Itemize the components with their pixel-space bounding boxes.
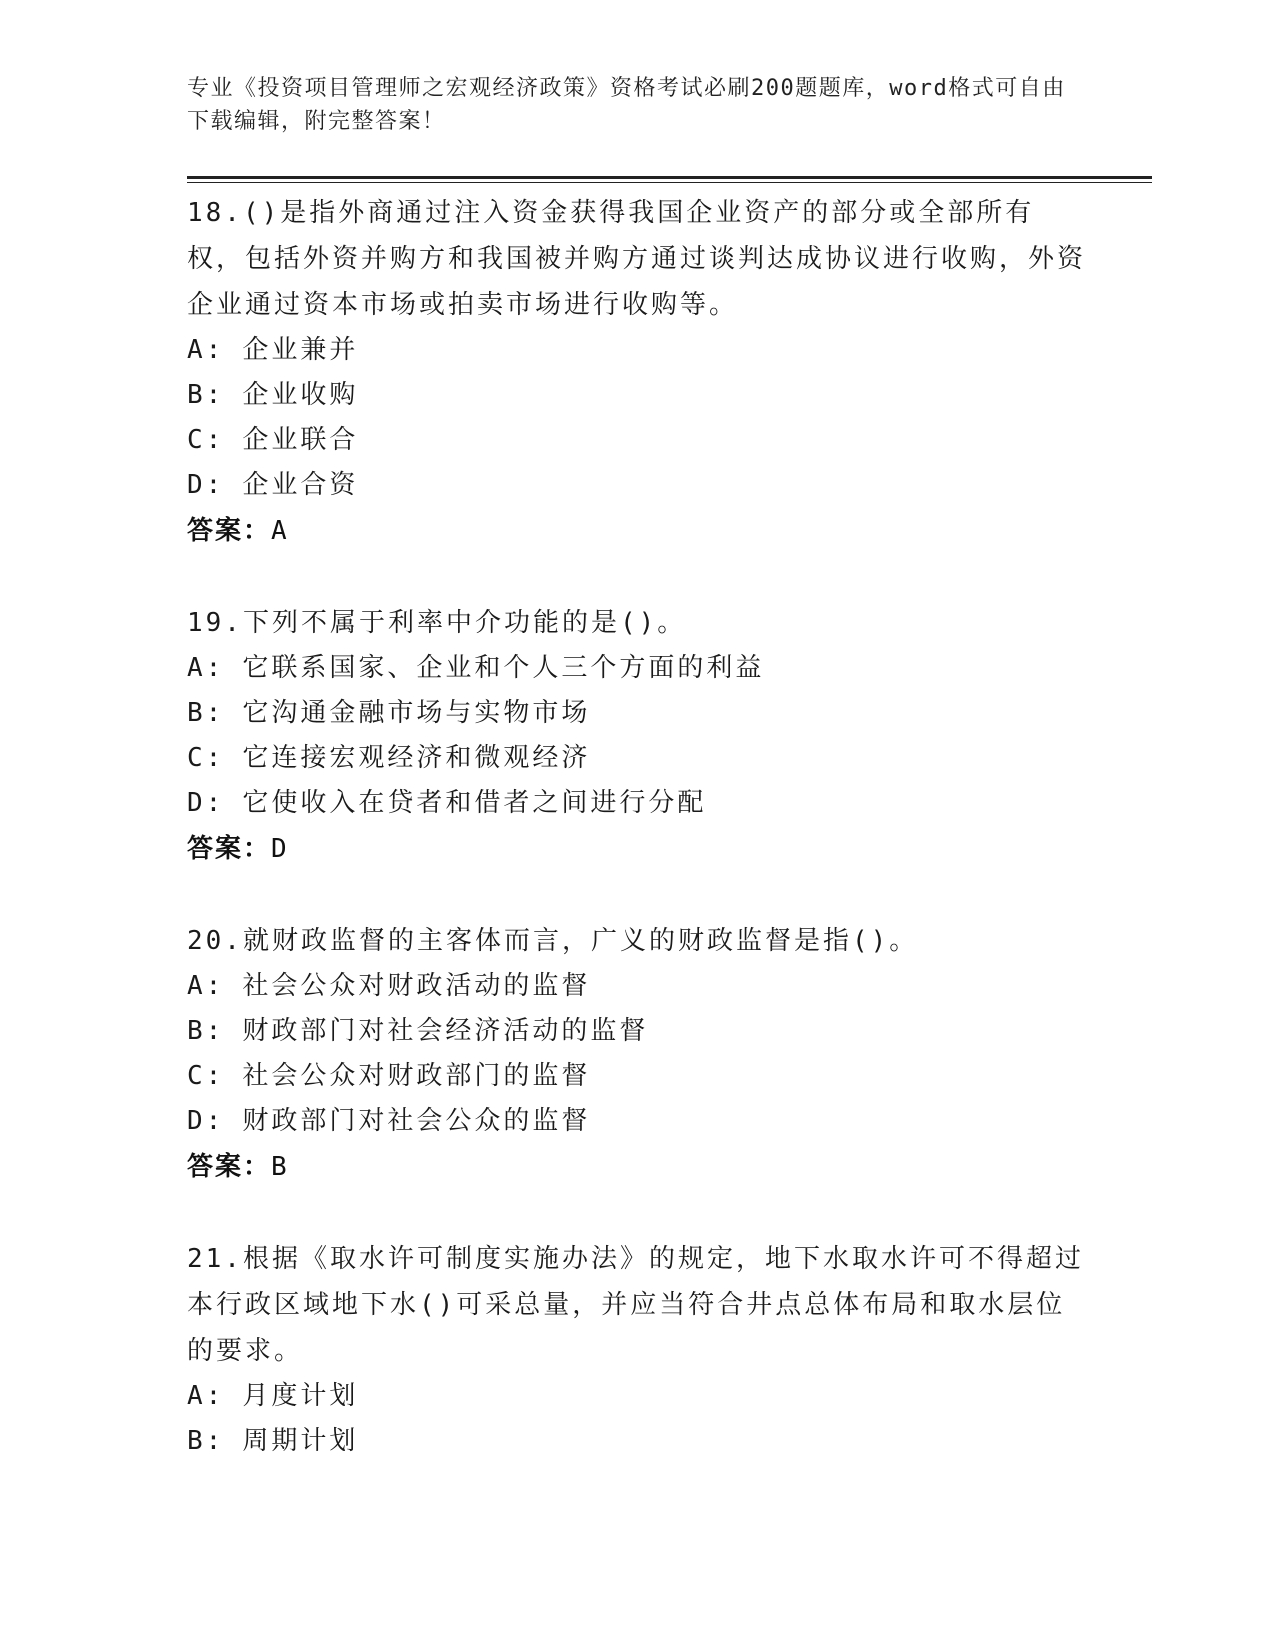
- answer-line: [187, 1144, 1087, 1190]
- option-letter: B:: [187, 380, 225, 410]
- answer-label: 答案：: [187, 1152, 272, 1182]
- answer-value: D: [271, 834, 289, 864]
- header-divider-thin: [187, 182, 1152, 183]
- option-text: 财政部门对社会公众的监督: [242, 1106, 591, 1136]
- option-text: 社会公众对财政活动的监督: [242, 971, 591, 1001]
- option-d: [187, 781, 1087, 826]
- option-text: 企业联合: [242, 425, 359, 455]
- option-text: 社会公众对财政部门的监督: [242, 1061, 591, 1091]
- option-text: 它联系国家、企业和个人三个方面的利益: [242, 653, 765, 683]
- document-header: 专业《投资项目管理师之宏观经济政策》资格考试必刷200题题库，word格式可自由下载编辑，附完整答案！: [187, 76, 1066, 134]
- option-letter: D:: [187, 788, 225, 818]
- question-20: [187, 918, 1087, 1190]
- option-letter: B:: [187, 1426, 225, 1456]
- answer-label: 答案：: [187, 516, 272, 546]
- option-letter: A:: [187, 335, 225, 365]
- header-divider-thick: [187, 176, 1152, 179]
- option-a: [187, 1374, 1087, 1419]
- option-a: [187, 646, 1087, 691]
- answer-value: A: [271, 516, 289, 546]
- option-text: 财政部门对社会经济活动的监督: [242, 1016, 649, 1046]
- option-letter: C:: [187, 1061, 225, 1091]
- option-b: [187, 1009, 1087, 1054]
- option-text: 它沟通金融市场与实物市场: [242, 698, 591, 728]
- question-19: [187, 600, 1087, 872]
- option-letter: B:: [187, 698, 225, 728]
- option-text: 它连接宏观经济和微观经济: [242, 743, 591, 773]
- option-b: [187, 1419, 1087, 1464]
- option-letter: D:: [187, 470, 225, 500]
- option-d: [187, 1099, 1087, 1144]
- question-stem: 21.根据《取水许可制度实施办法》的规定，地下水取水许可不得超过本行政区域地下水()可采总量，并应当符合井点总体布局和取水层位的要求。: [187, 1244, 1084, 1366]
- option-text: 企业合资: [242, 470, 359, 500]
- option-letter: B:: [187, 1016, 225, 1046]
- option-b: [187, 691, 1087, 736]
- answer-value: B: [271, 1152, 289, 1182]
- option-text: 企业收购: [242, 380, 359, 410]
- question-stem: 18.()是指外商通过注入资金获得我国企业资产的部分或全部所有权，包括外资并购方和我国被并购方通过谈判达成协议进行收购，外资企业通过资本市场或拍卖市场进行收购等。: [187, 198, 1087, 320]
- question-stem: 19.下列不属于利率中介功能的是()。: [187, 608, 687, 638]
- option-c: [187, 736, 1087, 781]
- answer-line: [187, 508, 1087, 554]
- option-d: [187, 463, 1087, 508]
- question-18: [187, 190, 1087, 554]
- option-c: [187, 418, 1087, 463]
- option-letter: A:: [187, 971, 225, 1001]
- option-letter: D:: [187, 1106, 225, 1136]
- question-21: [187, 1236, 1087, 1464]
- option-letter: C:: [187, 425, 225, 455]
- option-text: 它使收入在贷者和借者之间进行分配: [242, 788, 707, 818]
- option-text: 企业兼并: [242, 335, 359, 365]
- option-letter: A:: [187, 1381, 225, 1411]
- option-a: [187, 328, 1087, 373]
- question-list: [187, 190, 1087, 1510]
- option-text: 周期计划: [242, 1426, 359, 1456]
- option-b: [187, 373, 1087, 418]
- answer-label: 答案：: [187, 834, 272, 864]
- option-letter: C:: [187, 743, 225, 773]
- option-text: 月度计划: [242, 1381, 359, 1411]
- option-a: [187, 964, 1087, 1009]
- option-c: [187, 1054, 1087, 1099]
- question-stem: 20.就财政监督的主客体而言，广义的财政监督是指()。: [187, 926, 919, 956]
- option-letter: A:: [187, 653, 225, 683]
- answer-line: [187, 826, 1087, 872]
